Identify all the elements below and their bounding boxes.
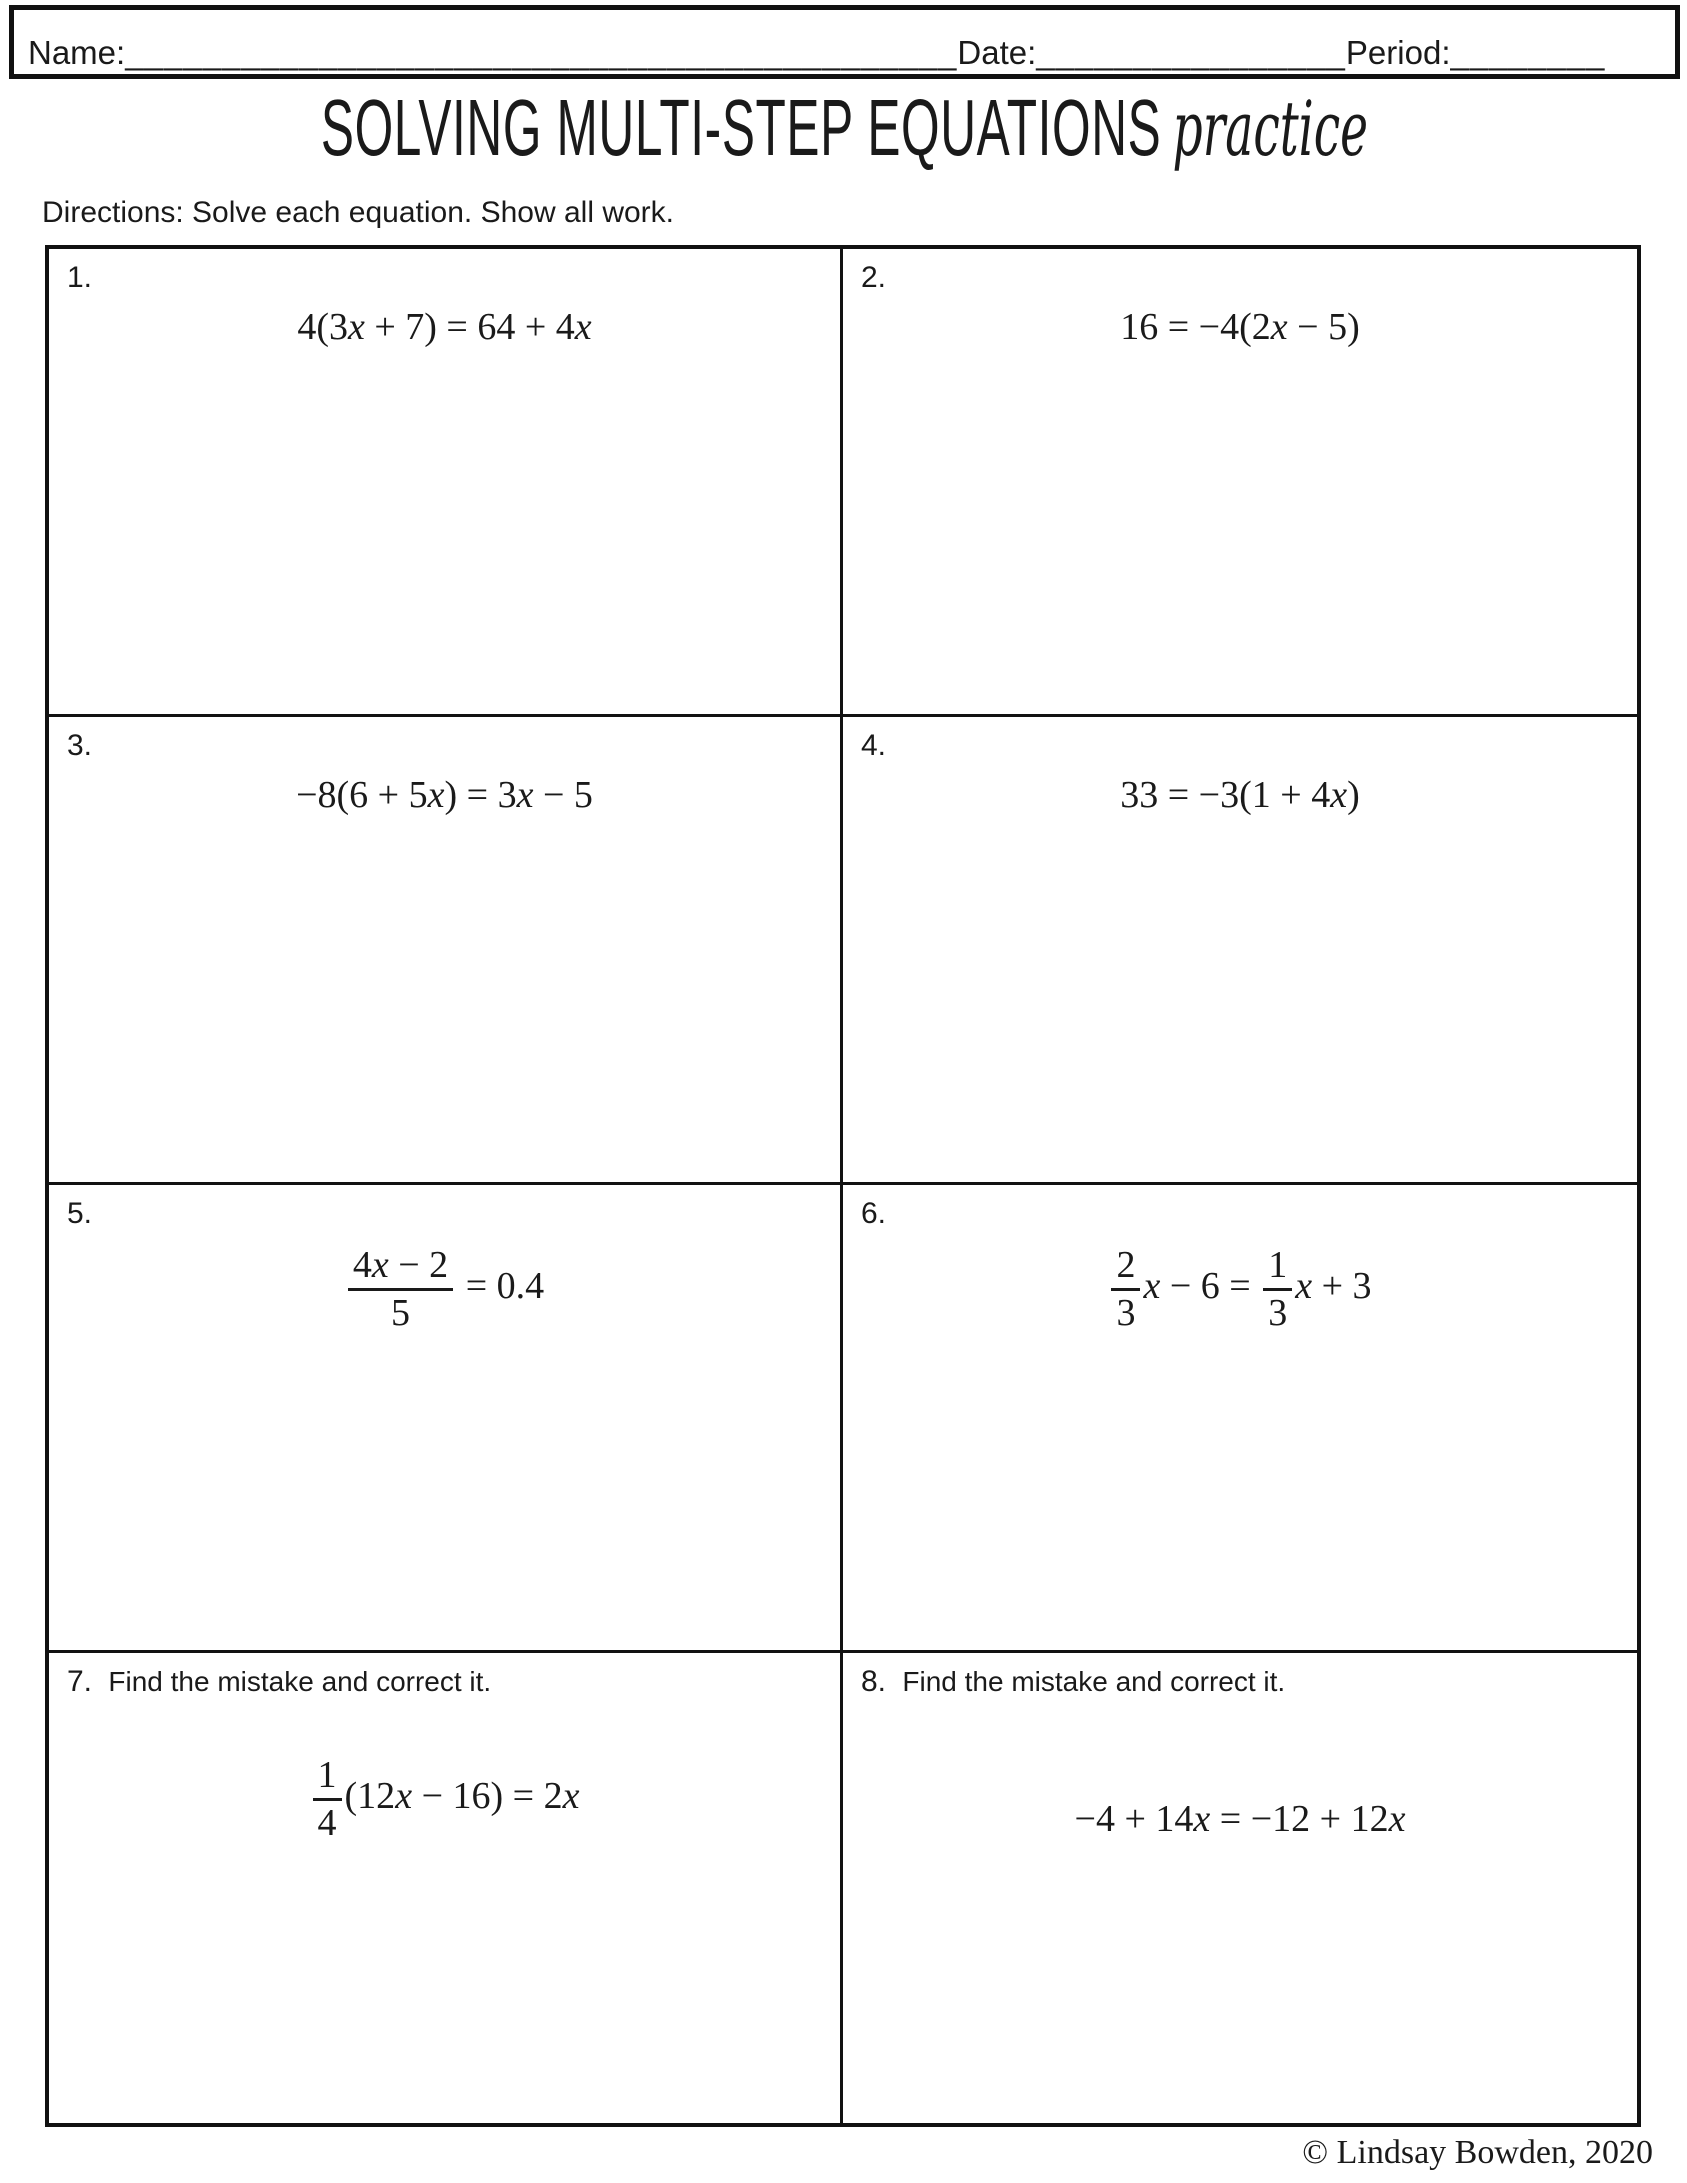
fraction-denominator [313,1801,342,1843]
problem-number: 7. [67,1665,93,1698]
equation-variable: x [1143,1264,1161,1307]
equation-variable: x [1193,1798,1211,1840]
fraction [1111,1246,1140,1333]
equation-variable: x [574,306,592,348]
problem-number: 6. [861,1197,887,1230]
equation-variable: x [395,1774,413,1817]
equation-variable: x [562,1774,580,1817]
problem-head [67,1665,822,1698]
date-blank: ________________ [1036,34,1346,72]
fraction-numerator [1111,1246,1140,1291]
equation-text: − 2 [388,1244,449,1286]
fraction-numerator [348,1246,453,1291]
name-date-period-header [9,5,1680,79]
equation-text: = 0.4 [456,1264,545,1307]
problem-cell-8 [843,1653,1637,2123]
equation-variable: x [1270,306,1288,348]
problem-head [67,1197,822,1230]
fraction-denominator [1111,1291,1140,1333]
problem-head [861,1197,1619,1230]
problem-cell-6 [843,1185,1637,1653]
period-blank: ________ [1450,34,1606,72]
problem-head [861,1665,1619,1698]
problem-number: 5. [67,1197,93,1230]
name-label: Name: [28,34,126,72]
problem-cell-3 [49,717,843,1185]
equation-text: 4 [317,1801,337,1844]
equation-7 [67,1756,822,1843]
equation-8 [861,1798,1619,1842]
problem-number: 3. [67,729,93,762]
problem-head [861,261,1619,294]
equation-text: = −12 + 12 [1210,1798,1389,1840]
equation-text: + 7) = 64 + 4 [364,306,575,348]
fraction-numerator [1263,1246,1292,1291]
problem-cell-2 [843,249,1637,717]
problem-prompt: Find the mistake and correct it. [902,1666,1286,1697]
equation-text: ) = 3 [444,774,517,816]
directions-text: Directions: Solve each equation. Show all work. [42,196,674,229]
equation-variable: x [1295,1264,1313,1307]
date-label: Date: [957,34,1037,72]
problem-cell-5 [49,1185,843,1653]
fraction [348,1246,453,1333]
equation-text: ) [1347,774,1360,816]
equation-text: − 5) [1287,306,1360,348]
equation-text: + 3 [1312,1264,1372,1307]
problem-head [861,729,1619,762]
problem-number: 4. [861,729,887,762]
equation-text: − 5 [533,774,593,816]
equation-text: 3 [1268,1291,1288,1334]
problem-number: 2. [861,261,887,294]
equation-text: 1 [1268,1244,1288,1286]
equation-5 [67,1246,822,1333]
equation-text: 4(3 [297,306,348,348]
equation-text: −4 + 14 [1074,1798,1194,1840]
equation-text: 3 [1116,1291,1136,1334]
fraction-numerator [313,1756,342,1801]
equation-text: 1 [317,1754,337,1796]
equation-text: −8(6 + 5 [296,774,428,816]
equation-2 [861,306,1619,350]
equation-text: − 16) = 2 [412,1774,563,1817]
equation-6 [861,1246,1619,1333]
problem-cell-1 [49,249,843,717]
page-title-inner [320,83,1368,173]
problems-grid [45,245,1641,2127]
equation-text: 2 [1116,1244,1136,1286]
equation-4 [861,774,1619,818]
fraction-denominator [1263,1291,1292,1333]
fraction [313,1756,342,1843]
fraction-denominator [348,1291,453,1333]
period-label: Period: [1345,34,1451,72]
problem-number: 1. [67,261,93,294]
equation-text: 5 [391,1291,411,1334]
title-main-text: SOLVING MULTI-STEP EQUATIONS [320,83,1162,172]
equation-variable: x [371,1244,389,1286]
equation-variable: x [516,774,534,816]
equation-variable: x [1388,1798,1406,1840]
equation-text: (12 [344,1774,396,1817]
equation-3 [67,774,822,818]
problem-head [67,261,822,294]
problem-head [67,729,822,762]
page-title [0,83,1687,173]
equation-variable: x [427,774,445,816]
equation-text: 16 = −4(2 [1120,306,1271,348]
copyright-notice: © Lindsay Bowden, 2020 [1302,2134,1653,2171]
fraction [1263,1246,1292,1333]
problem-number: 8. [861,1665,887,1698]
equation-1 [67,306,822,350]
problem-cell-4 [843,717,1637,1185]
problem-prompt: Find the mistake and correct it. [108,1666,492,1697]
title-script-text: practice [1172,84,1368,173]
equation-text: 4 [352,1244,372,1286]
equation-variable: x [1330,774,1348,816]
equation-text: − 6 = [1160,1264,1261,1307]
problem-cell-7 [49,1653,843,2123]
equation-variable: x [347,306,365,348]
equation-text: 33 = −3(1 + 4 [1120,774,1331,816]
name-blank: ___________________________________________ [125,34,958,72]
header-line [28,34,1605,72]
